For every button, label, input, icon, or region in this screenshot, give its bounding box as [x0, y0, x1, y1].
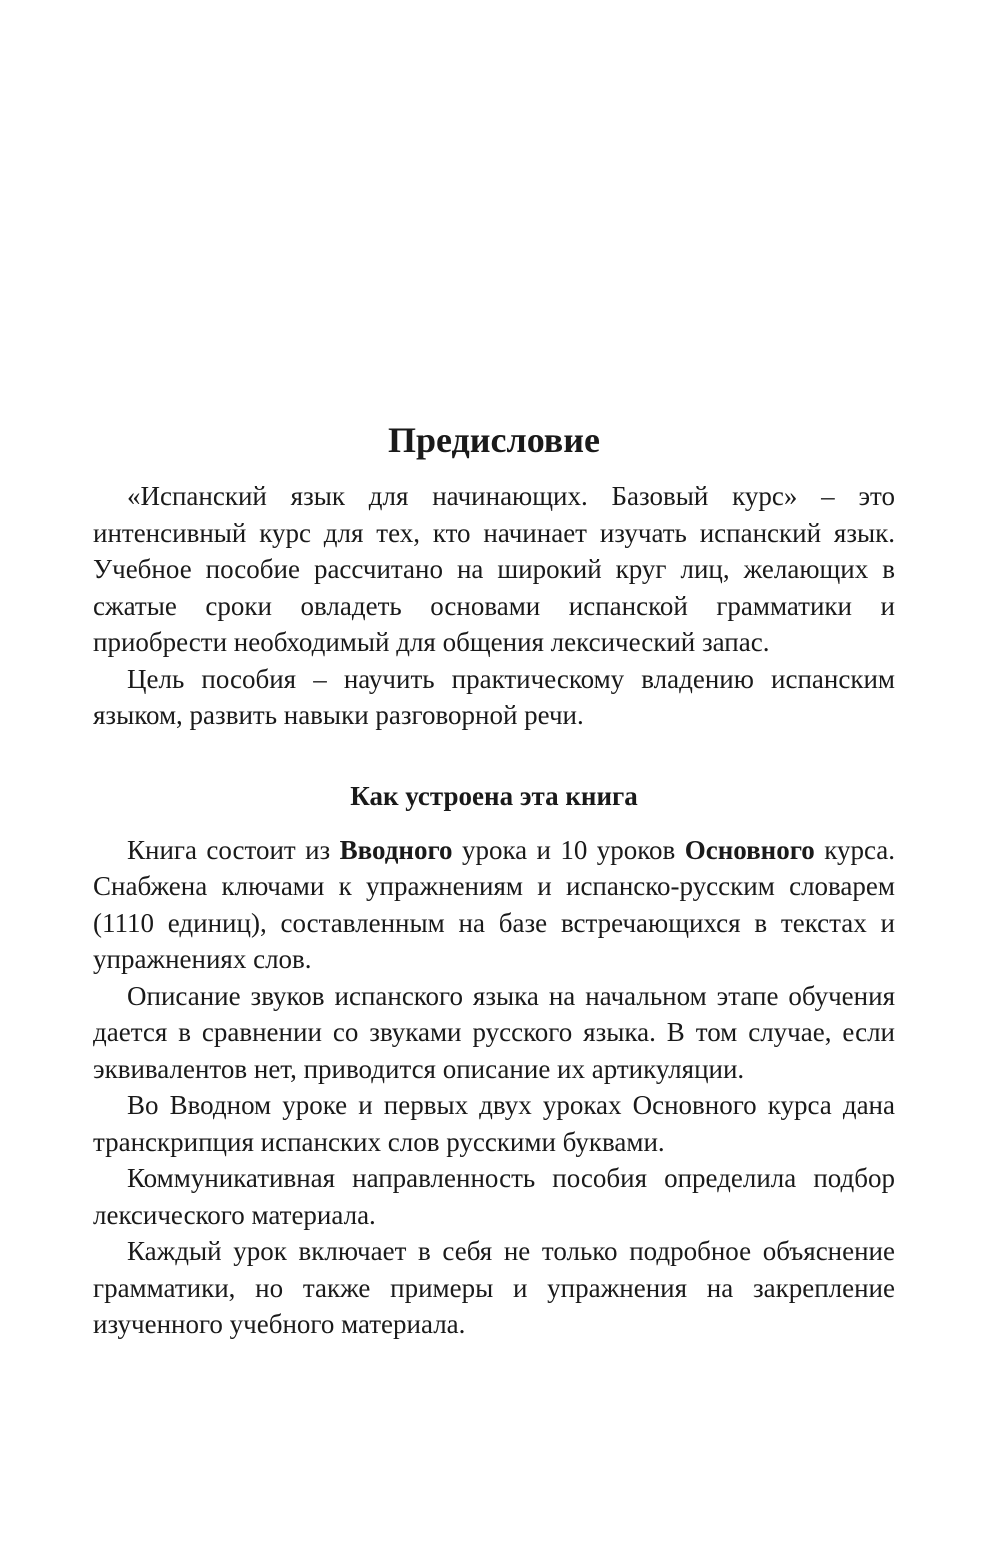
structure-paragraph: Каждый урок включает в себя не только подробное объяснение грамматики, но также примеры и упражнения на закрепление изученного учебного материала. — [93, 1236, 895, 1339]
page-content — [93, 416, 895, 1343]
structure-section — [93, 776, 895, 1343]
preface-section — [93, 416, 895, 734]
intro-text: урока и 10 уроков — [452, 834, 685, 865]
intro-text: Книга состоит из — [127, 834, 340, 865]
structure-title: Как устроена эта книга — [350, 780, 638, 811]
intro-bold-term: Вводного — [339, 834, 453, 865]
preface-title: Предисловие — [388, 420, 600, 460]
structure-paragraph: Описание звуков испанского языка на начальном этапе обучения дается в сравнении со звуками русского языка. В том случае, если эквивалентов нет, приводится описание их артикуляции. — [93, 980, 895, 1084]
structure-intro-paragraph — [93, 832, 895, 978]
intro-bold-term: Основного — [684, 834, 815, 865]
preface-paragraph: «Испанский язык для начинающих. Базовый курс» – это интенсивный курс для тех, кто начинает изучать испанский язык. Учебное пособие рассчитано на широкий круг лиц, желающих в сжатые сроки овладеть основами испанской грамматики и приобрести необходимый для общения лексический запас. — [93, 481, 895, 657]
intro-text: курса. Снабжена ключами к упражнениям и испанско-русским словарем (1110 единиц), составленным на базе встречающихся в текстах и упражнениях слов. — [93, 834, 895, 974]
structure-paragraph: Коммуникативная направленность пособия определила подбор лексического материала. — [93, 1163, 895, 1230]
structure-paragraph: Во Вводном уроке и первых двух уроках Основного курса дана транскрипция испанских слов русскими буквами. — [93, 1090, 895, 1157]
preface-paragraph: Цель пособия – научить практическому владению испанским языком, развить навыки разговорной речи. — [93, 663, 895, 730]
